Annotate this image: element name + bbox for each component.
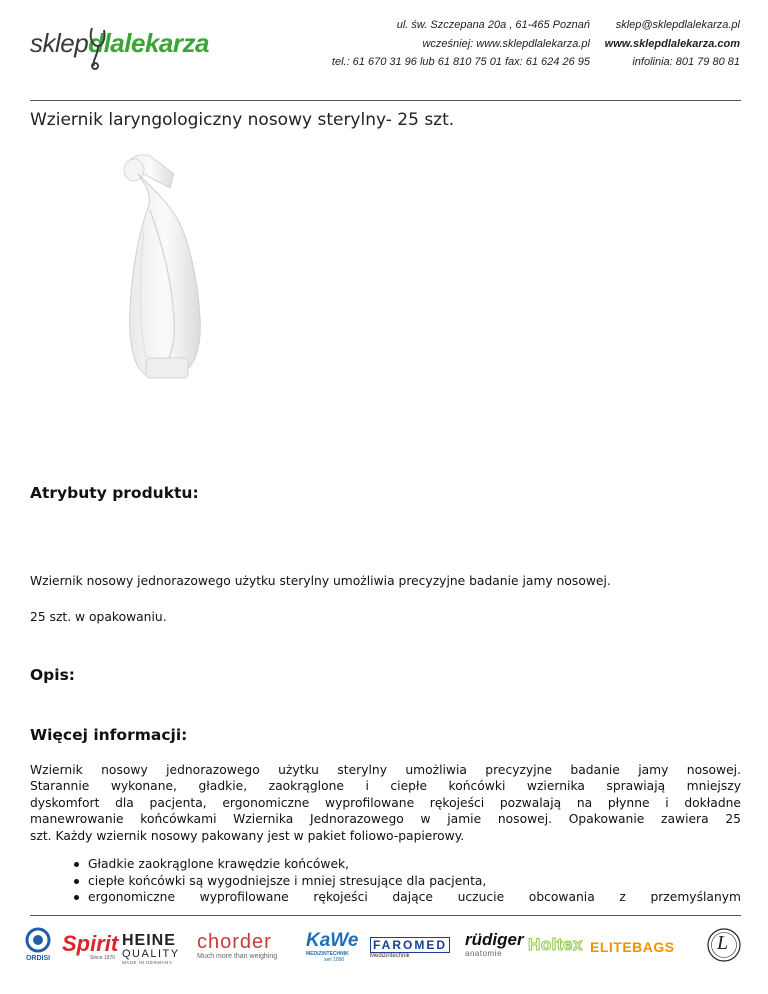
- brand-chorder-sub: Much more than weighing: [197, 953, 278, 960]
- header-divider: [30, 100, 741, 101]
- brand-faromed-label: FAROMED: [370, 937, 450, 953]
- address-street: ul. św. Szczepana 20a , 61-465 Poznań: [396, 19, 590, 31]
- product-title: Wziernik laryngologiczny nosowy sterylny- 25 szt.: [30, 110, 455, 130]
- contact-email[interactable]: sklep@sklepdlalekarza.pl: [615, 19, 740, 31]
- brand-spirit[interactable]: [62, 933, 118, 961]
- list-item: ergonomiczne wyprofilowane rękojeści dające uczucie obcowania z przemyślanym: [88, 890, 741, 905]
- more-info-line: szt. Każdy wziernik nosowy pakowany jest w pakiet foliowo-papierowy.: [30, 828, 465, 843]
- stethoscope-icon: [86, 22, 116, 70]
- brand-ordisi[interactable]: [24, 927, 52, 962]
- contact-infoline: infolinia: 801 79 80 81: [632, 56, 740, 68]
- more-info-line: manewrowanie końcówkami Wziernika Jednorazowego w jamie nosowej. Opakowanie zawiera 25: [30, 812, 741, 827]
- logo-wordmark: [30, 28, 209, 59]
- contact-website[interactable]: www.sklepdlalekarza.com: [604, 37, 740, 50]
- brand-spirit-label: Spirit: [62, 931, 119, 956]
- brand-elitebags[interactable]: [590, 939, 675, 955]
- brand-heine[interactable]: [122, 933, 180, 965]
- brand-heine-label: HEINE: [122, 932, 176, 949]
- brand-chorder[interactable]: [197, 931, 277, 960]
- brand-kawe-sub: MEDIZINTECHNIK: [306, 951, 349, 957]
- features-list: [88, 856, 741, 906]
- brand-rudiger-label: rüdiger: [465, 930, 524, 949]
- brand-faromed[interactable]: [370, 937, 450, 959]
- address-block: [332, 16, 590, 72]
- brand-faromed-sub: Medizintechnik: [370, 953, 410, 959]
- page-header: [0, 0, 768, 100]
- brand-holtex[interactable]: [528, 935, 583, 955]
- footer-divider: [30, 915, 741, 916]
- shop-logo[interactable]: [30, 22, 220, 70]
- address-old-website[interactable]: wcześniej: www.sklepdlalekarza.pl: [422, 37, 590, 50]
- brand-elitebags-label: ELITEBAGS: [590, 939, 675, 955]
- list-item: ciepłe końcówki są wygodniejsze i mniej stresujące dla pacjenta,: [88, 873, 741, 890]
- logo-part-dlalekarza: dlalekarza: [88, 28, 209, 58]
- brand-rudiger[interactable]: [465, 931, 524, 958]
- brand-kawe[interactable]: [306, 931, 358, 963]
- logo-part-sklep: sklep: [30, 28, 89, 58]
- more-info-line: Starannie wykonane, gładkie, zaokrąglone i ciepłe końcówki wziernika sprawiają mniejszy: [30, 779, 741, 794]
- brand-holtex-label: Holtex: [528, 935, 583, 954]
- brand-littmann-label: L: [717, 932, 729, 954]
- more-info-line: Wziernik nosowy jednorazowego użytku sterylny umożliwia precyzyjne badanie jamy nosowej.: [30, 763, 741, 777]
- brand-heine-sub2: MADE IN GERMANY: [122, 960, 173, 965]
- ordisi-swirl-icon: [25, 927, 51, 953]
- brand-kawe-sub2: seit 1890: [324, 957, 345, 963]
- brand-chorder-label: chorder: [197, 931, 272, 953]
- description-heading: Opis:: [30, 666, 76, 684]
- brand-littmann[interactable]: [706, 927, 742, 968]
- attributes-heading: Atrybuty produktu:: [30, 484, 199, 502]
- brand-ordisi-label: ORDISI: [25, 955, 51, 962]
- brand-footer: [0, 925, 768, 994]
- more-info-heading: Więcej informacji:: [30, 726, 188, 744]
- address-phones: tel.: 61 670 31 96 lub 61 810 75 01 fax: 61 624 26 95: [331, 56, 590, 68]
- contact-block: [605, 16, 740, 72]
- brand-heine-sub: QUALITY: [122, 948, 180, 960]
- more-info-paragraph: [30, 762, 741, 844]
- more-info-line: dyskomfort dla pacjenta, ergonomiczne wyprofilowane rękojeści pozwalają na płynne i dokładne: [30, 795, 741, 810]
- brand-spirit-sub: Since 1970: [90, 955, 116, 961]
- brand-kawe-label: KaWe: [306, 930, 359, 951]
- attributes-text-2: 25 szt. w opakowaniu.: [30, 610, 167, 624]
- list-item: Gładkie zaokrąglone krawędzie końcówek,: [88, 856, 741, 873]
- brand-rudiger-sub: anatomie: [465, 949, 502, 958]
- attributes-text-1: Wziernik nosowy jednorazowego użytku sterylny umożliwia precyzyjne badanie jamy nosowej.: [30, 574, 611, 588]
- product-image-speculum: [108, 148, 228, 410]
